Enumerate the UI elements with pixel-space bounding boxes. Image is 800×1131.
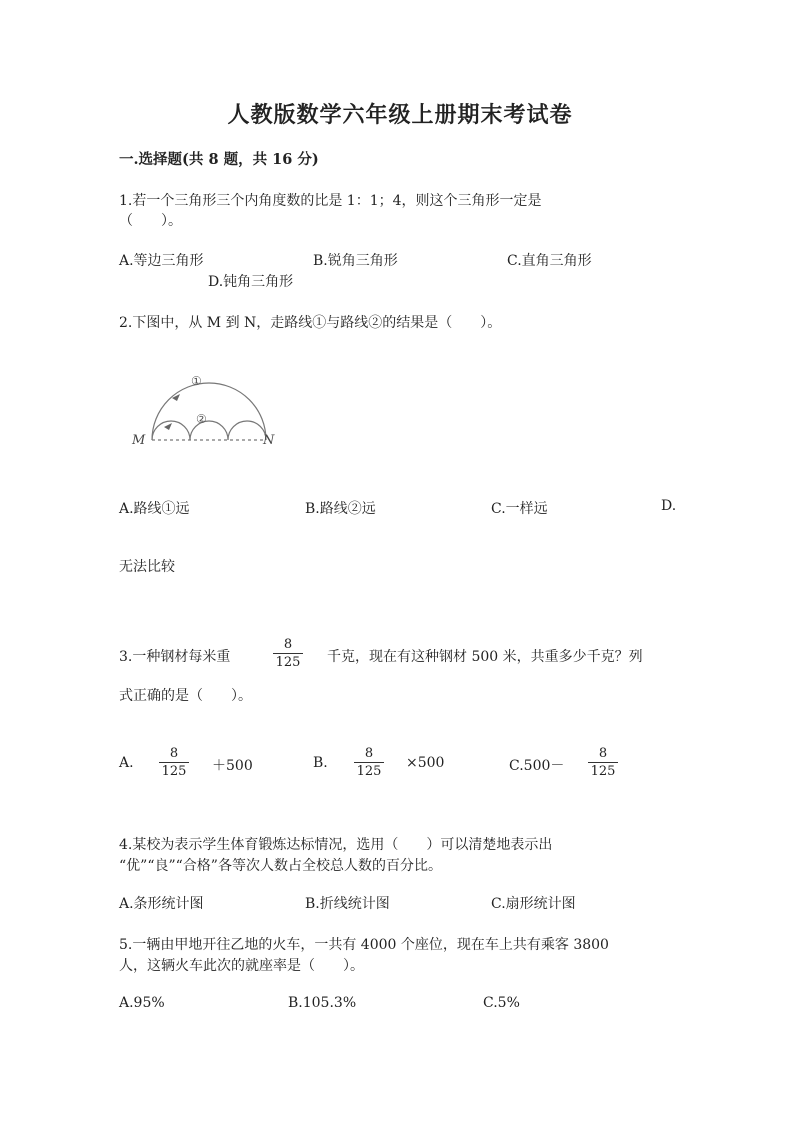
- q3-text-prefix: 3.一种钢材每米重: [119, 649, 231, 665]
- fraction-bar: [354, 762, 384, 763]
- q4-text-line1: 4.某校为表示学生体育锻炼达标情况，选用（ ）可以清楚地表示出: [119, 837, 553, 853]
- q3-option-a-label: A.: [119, 755, 134, 771]
- route-2-label: ②: [196, 412, 207, 426]
- q5-option-a: A.95%: [119, 995, 165, 1011]
- q5-option-b: B.105.3%: [288, 995, 357, 1011]
- fraction-numerator: 8: [364, 746, 374, 761]
- section-heading: 一.选择题(共 8 题，共 16 分): [119, 151, 319, 168]
- fraction-bar: [588, 762, 618, 763]
- q3-option-c-fraction: [588, 746, 618, 779]
- q3-fraction: [273, 637, 303, 670]
- route-2-arc-3: [228, 421, 266, 440]
- q2-text: 2.下图中，从 M 到 N，走路线①与路线②的结果是（ ）。: [119, 315, 502, 331]
- fraction-denominator: 125: [356, 764, 382, 779]
- point-n-label: N: [263, 433, 275, 448]
- q2-option-c: C.一样远: [491, 501, 548, 517]
- q2-option-a: A.路线①远: [119, 501, 190, 517]
- q2-option-d: D.: [661, 498, 677, 514]
- route-diagram: [128, 368, 288, 452]
- fraction-denominator: 125: [275, 655, 301, 670]
- q5-option-c: C.5%: [483, 995, 520, 1011]
- q1-text-line1: 1.若一个三角形三个内角度数的比是 1：1；4，则这个三角形一定是: [119, 193, 542, 209]
- q3-option-b-label: B.: [313, 755, 328, 771]
- fraction-numerator: 8: [598, 746, 608, 761]
- q5-text-line1: 5.一辆由甲地开往乙地的火车，一共有 4000 个座位，现在车上共有乘客 3800: [119, 937, 609, 953]
- q3-option-a-fraction: [159, 746, 189, 779]
- route-2-arrow-icon: [164, 423, 172, 430]
- q3-option-a-operation: ＋500: [212, 758, 253, 774]
- q3-option-c-label: C.500－: [509, 758, 565, 774]
- q4-option-b: B.折线统计图: [305, 896, 390, 912]
- point-m-label: M: [132, 433, 146, 448]
- q1-option-d: D.钝角三角形: [208, 274, 294, 290]
- route-1-arc: [152, 383, 266, 440]
- q4-option-a: A.条形统计图: [119, 896, 204, 912]
- q3-text-suffix: 千克，现在有这种钢材 500 米，共重多少千克？列: [327, 649, 643, 665]
- fraction-numerator: 8: [283, 637, 293, 652]
- exam-title: 人教版数学六年级上册期末考试卷: [227, 102, 573, 128]
- q3-option-b-operation: ×500: [406, 755, 445, 771]
- q2-option-d-text: 无法比较: [119, 559, 175, 575]
- fraction-bar: [273, 653, 303, 654]
- route-1-label: ①: [191, 374, 202, 388]
- fraction-bar: [159, 762, 189, 763]
- q5-text-line2: 人，这辆火车此次的就座率是（ ）。: [119, 958, 364, 974]
- fraction-denominator: 125: [161, 764, 187, 779]
- q3-option-b-fraction: [354, 746, 384, 779]
- q4-text-line2: “优”“良”“合格”各等次人数占全校总人数的百分比。: [119, 858, 442, 874]
- q2-option-b: B.路线②远: [305, 501, 376, 517]
- q1-option-b: B.锐角三角形: [313, 253, 398, 269]
- fraction-numerator: 8: [169, 746, 179, 761]
- q1-option-a: A.等边三角形: [119, 253, 204, 269]
- q1-option-c: C.直角三角形: [507, 253, 592, 269]
- q1-text-line2: （ ）。: [119, 213, 182, 229]
- q4-option-c: C.扇形统计图: [491, 896, 576, 912]
- q3-text-line2: 式正确的是（ ）。: [119, 688, 252, 704]
- fraction-denominator: 125: [590, 764, 616, 779]
